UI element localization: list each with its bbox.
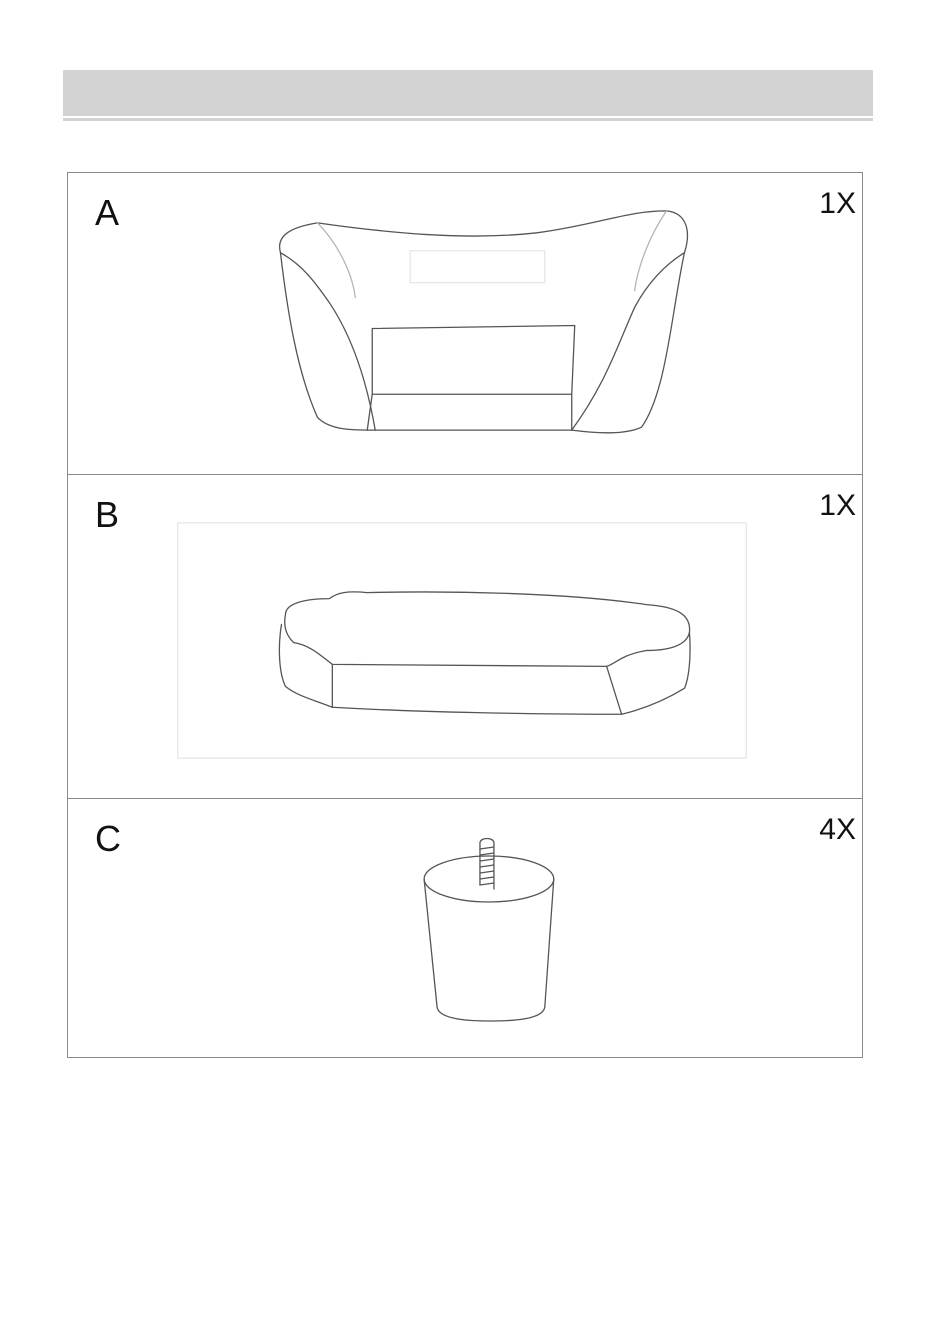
part-panel-b	[68, 475, 862, 799]
header-bar	[63, 70, 873, 116]
part-quantity: 1X	[819, 489, 856, 522]
parts-list	[67, 172, 863, 1058]
header-rule	[63, 118, 873, 121]
part-quantity: 4X	[819, 813, 856, 846]
part-letter: A	[95, 192, 120, 233]
sofa-frame-icon	[68, 173, 862, 474]
leg-with-bolt-icon	[68, 799, 862, 1057]
part-quantity: 1X	[819, 187, 856, 220]
part-letter: C	[95, 818, 121, 859]
part-panel-c	[68, 799, 862, 1057]
seat-cushion-icon	[68, 475, 862, 798]
part-panel-a	[68, 173, 862, 475]
part-letter: B	[95, 494, 120, 535]
